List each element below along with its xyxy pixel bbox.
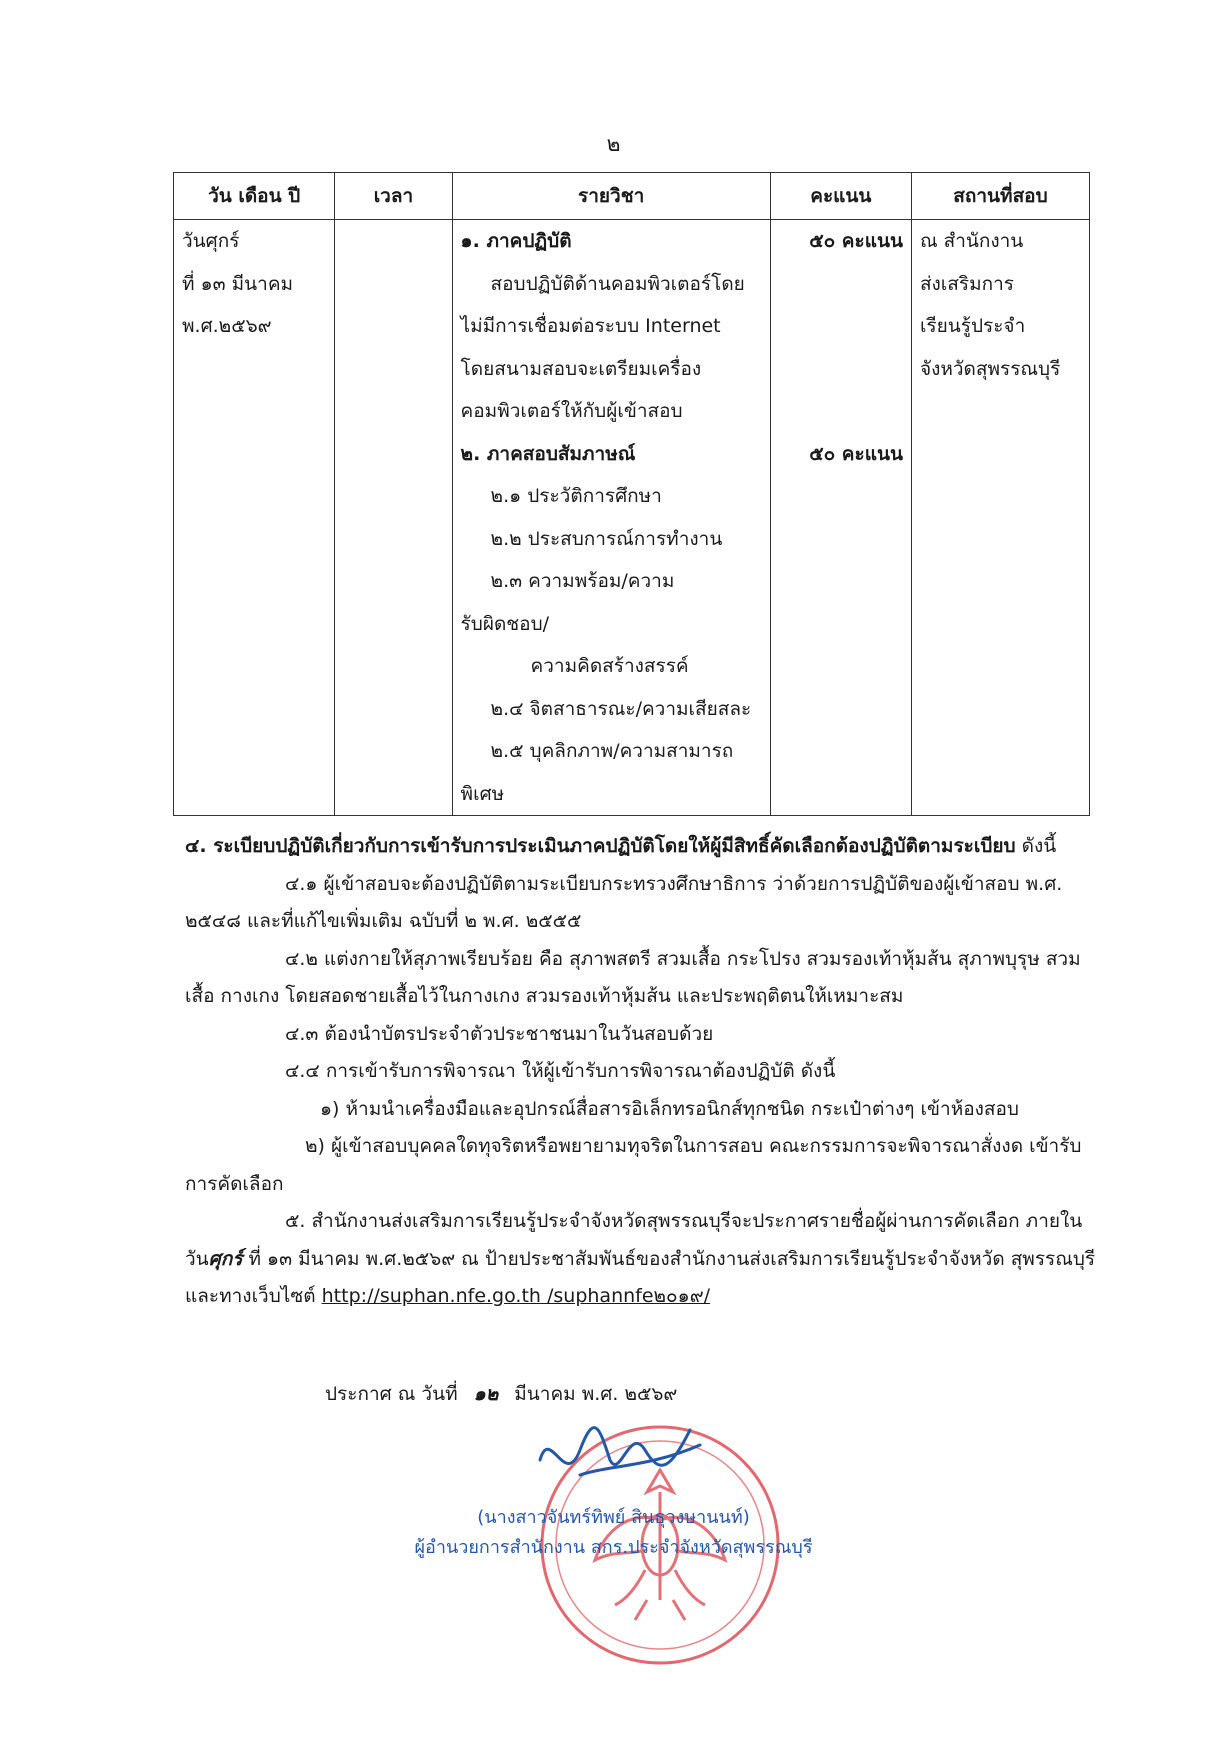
place-line: ส่งเสริมการ (919, 272, 1015, 295)
section-4-tail: ดังนี้ (1015, 835, 1057, 857)
subject-line: ๑. ภาคปฏิบัติ (460, 230, 572, 252)
section-5-text-b: ที่ ๑๓ มีนาคม พ.ศ.๒๕๖๙ ณ ป้ายประชาสัมพันธ์ของสำนักงานส่งเสริมการเรียนรู้ประจำจังหวัด สุพรรณบุรีและทางเว็บไซต์ (185, 1247, 1096, 1307)
section-4-3: ๔.๓ ต้องนำบัตรประจำตัวประชาชนมาในวันสอบด้วย (285, 1022, 714, 1045)
score-line: ๕๐ คะแนน (809, 230, 903, 252)
header-subject: รายวิชา (452, 173, 770, 220)
subject-line: ๒.๕ บุคลิกภาพ/ความสามารถ (490, 740, 734, 762)
handwritten-signature (520, 1405, 720, 1515)
section-4-heading (185, 828, 1110, 866)
header-time: เวลา (335, 173, 452, 220)
announce-day: ๑๒ (473, 1383, 499, 1405)
date-line: ที่ ๑๓ มีนาคม (182, 272, 294, 295)
page-number: ๒ (606, 132, 621, 156)
score-line (779, 263, 903, 306)
score-line (779, 348, 903, 391)
place-line: ณ สำนักงาน (919, 230, 1024, 252)
subject-line: ๒.๑ ประวัติการศึกษา (490, 485, 662, 507)
date-cell (174, 220, 335, 816)
section-4-4-1: ๑) ห้ามนำเครื่องมือและอุปกรณ์สื่อสารอิเล็กทรอนิกส์ทุกชนิด กระเป๋าต่างๆ เข้าห้องสอบ (320, 1097, 1019, 1120)
exam-schedule-table (173, 172, 1090, 816)
section-4-1: ๔.๑ ผู้เข้าสอบจะต้องปฏิบัติตามระเบียบกระทรวงศึกษาธิการ ว่าด้วยการปฏิบัติของผู้เข้าสอบ พ.ศ. ๒๕๔๘ และที่แก้ไขเพิ่มเติม ฉบับที่ ๒ พ.ศ. ๒๕๕๕ (185, 872, 1063, 932)
section-4-4: ๔.๔ การเข้ารับการพิจารณา ให้ผู้เข้ารับการพิจารณาต้องปฏิบัติ ดังนี้ (285, 1060, 836, 1082)
signer-title: ผู้อำนวยการสำนักงาน สกร.ประจำจังหวัดสุพรรณบุรี (414, 1537, 813, 1558)
header-score: คะแนน (770, 173, 911, 220)
section-4-bold: ๔. ระเบียบปฏิบัติเกี่ยวกับการเข้ารับการประเมินภาคปฏิบัติโดยให้ผู้มีสิทธิ์คัดเลือกต้องปฏิบัติตามระเบียบ (185, 835, 1016, 857)
table-row (174, 220, 1090, 816)
score-cell (770, 220, 911, 816)
subject-line: ๒. ภาคสอบสัมภาษณ์ (460, 442, 636, 465)
signer-name: (นางสาวจันทร์ทิพย์ สินธุวงษานนท์) (477, 1507, 750, 1528)
website-link[interactable]: http://suphan.nfe.go.th /suphannfe๒๐๑๙/ (321, 1285, 711, 1307)
subject-line: คอมพิวเตอร์ให้กับผู้เข้าสอบ (460, 400, 683, 422)
place-line: จังหวัดสุพรรณบุรี (919, 357, 1061, 380)
time-cell (335, 220, 452, 816)
subject-line: ๒.๒ ประสบการณ์การทำงาน (490, 527, 723, 550)
regulations-body (185, 828, 1110, 1316)
signer-block (0, 1503, 1227, 1563)
section-4-2: ๔.๒ แต่งกายให้สุภาพเรียบร้อย คือ สุภาพสตรี สวมเสื้อ กระโปรง สวมรองเท้าหุ้มส้น สุภาพบุรุษ สวมเสื้อ กางเกง โดยสอดชายเสื้อไว้ในกางเกง สวมรองเท้าหุ้มส้น และประพฤติตนให้เหมาะสม (185, 947, 1081, 1007)
handwritten-day: ศุกร์ (208, 1247, 243, 1270)
date-line: พ.ศ.๒๕๖๙ (182, 315, 272, 337)
subject-line: สอบปฏิบัติด้านคอมพิวเตอร์โดย (490, 272, 745, 295)
score-line: ๕๐ คะแนน (809, 442, 903, 465)
subject-line: ๒.๓ ความพร้อม/ความ (490, 570, 675, 592)
announce-prefix: ประกาศ ณ วันที่ (325, 1383, 458, 1405)
section-5-text-a: ๕. สำนักงานส่งเสริมการเรียนรู้ประจำจังหวัดสุพรรณบุรีจะประกาศรายชื่อผู้ผ่านการคัดเลือก ภายใน วัน (185, 1210, 1083, 1270)
subject-line: ความคิดสร้างสรรค์ (530, 655, 689, 677)
announce-month-year: มีนาคม พ.ศ. ๒๕๖๙ (514, 1383, 678, 1405)
place-cell (911, 220, 1089, 816)
section-4-4-2: ๒) ผู้เข้าสอบบุคคลใดทุจริตหรือพยายามทุจริตในการสอบ คณะกรรมการจะพิจารณาสั่งงด เข้ารับการคัดเลือก (185, 1135, 1082, 1195)
header-date: วัน เดือน ปี (174, 173, 335, 220)
subject-line: โดยสนามสอบจะเตรียมเครื่อง (460, 357, 702, 380)
subject-line: ไม่มีการเชื่อมต่อระบบ Internet (460, 315, 721, 337)
date-line: วันศุกร์ (182, 230, 240, 252)
subject-line: ๒.๔ จิตสาธารณะ/ความเสียสละ (490, 697, 752, 720)
score-line (779, 305, 903, 348)
score-line (779, 390, 903, 433)
subject-line: รับผิดชอบ/ (460, 612, 550, 635)
header-place: สถานที่สอบ (911, 173, 1089, 220)
section-5 (185, 1203, 1110, 1316)
subject-line: พิเศษ (460, 782, 505, 805)
place-line: เรียนรู้ประจำ (919, 315, 1026, 337)
subject-cell (452, 220, 770, 816)
table-header-row (174, 173, 1090, 220)
